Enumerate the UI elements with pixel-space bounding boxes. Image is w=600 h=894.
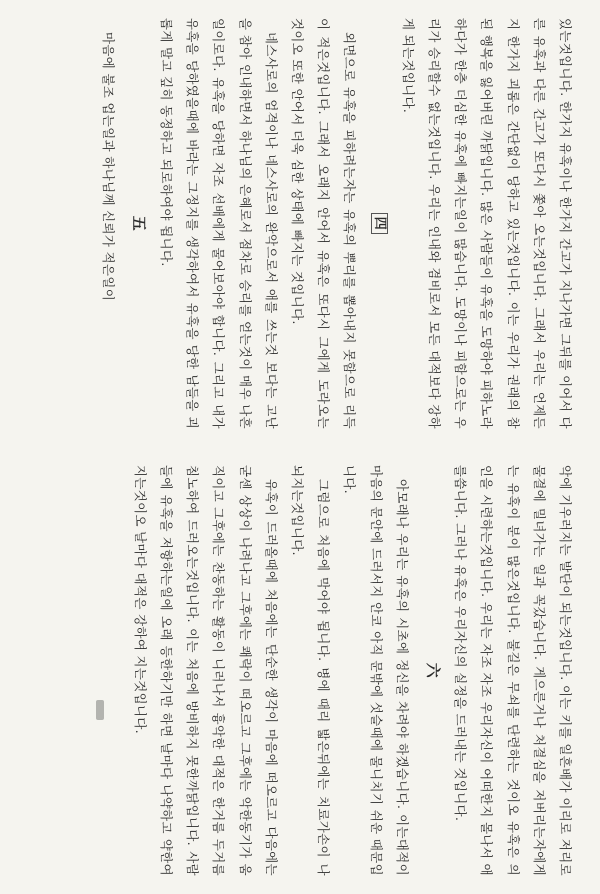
paragraph: 아모래나 우리는 유혹의 시초에 정신을 차려야 하겠습니다. 이는대적이 마음의 문안에 드러서지 안코 아직 문밖에 섯슬때에 물니치기 쉬운 때문입니다.	[342, 465, 410, 876]
section-number: 四	[371, 213, 388, 234]
ink-smudge	[96, 700, 104, 720]
paragraph: 마음에 불조 업는일과 하나님께 신뢰가 적은일이	[100, 32, 116, 302]
section-number: 五	[129, 215, 148, 232]
paragraph: 있는것입니다. 한가지 유혹이나 한가지 간고가 지나가면 그뒤를 이어서 다른 유혹과 다른 간고가 또다시 쫓아 오는것입니다. 그래서 우리는 언제든지 한가지 괴롬은 간단없이 당하고 있는것입니다. 이는 우리가 권래의 참된 행복을 잃어버린 까닭입니다. 많은 사람들이 유혹을 도망하야 피하노라 하다가 한층 더심한 유혹에 빠지는일이 많습니다. 도망이나 피함으로는 우리가 승리할수 없는것입니다. 우리는 인내와 겸비로서 모든 대적보다 강하게 되는것입니다.	[400, 18, 573, 429]
section-number: 六	[423, 662, 442, 679]
paragraph: 악에 기우러지는 발단이 되는것입니다. 이는 키를 일흔배가 이리로 저리로 물결에 밀녀가는 일과 꼭갔습니다. 게으른거나 처결심을 저버리는자에게는 유혹이 분이 많은것입니다. 불길은 무쇠를 단련하는 것이오 유혹은 의인을 시련하는것입니다. 우리는 자조 자조 우리자신이 어떠한지 몰나서 애를씁니다. 그러나 유혹은 우리자신의 실정을 드러내는 것입니다.	[453, 465, 573, 876]
paragraph: 유혹이 드러올때에 처음에는 단순한 생각이 마음에 떠오르고 다음에는 굳센 상상이 나려나고 그후에는 쾌락이 떠오르고 그후에는 악한동기가 움직이고 그후에는 찬동하는 활동이 니러나서 흉악한 대적은 한거름 두거름 침노하여 드러오는것입니다. 이는 처음에 방비하지 못한까닭입니다. 사람들에 유혹을 저항하는일에 오래 등한하기만 하면 날마다 나약하고 약한여지는것이오 날마다 대적은 강하여 지는것입니다.	[132, 465, 279, 876]
right-column	[0, 447, 600, 894]
section-heading-6	[418, 465, 444, 876]
section-heading-5	[124, 18, 150, 429]
section-heading-4	[365, 18, 391, 429]
paragraph: 외면으로 유혹을 피하려는자는 유혹의 뿌리를 뽑아내지 못함으로 리득이 적은것입니다. 그래서 오래지 안어서 유혹은 또다시 그에게 도라오는 것이오 또한 안어서 더욱 심한 상태에 빠지는 것입니다.	[289, 18, 358, 429]
paragraph: 네스사로의 엄격이나 네스사로의 완악으로서 애를 쓰는것 보다는 고난을 참아 인내하면서 하나님의 은혜로서 점차로 승리를 얻는것이 매우 나흔일이로다. 유혹을 당하면 자조 선배에게 물어보아야 합니다. 그리고 내가 유혹을 당하였을때에 바라는 그정지를 생각하여서 유혹을 당한 남들을 괴롭게 말고 깊히 동정하고 되로하여야 됩니다.	[158, 18, 279, 429]
paragraph: 그럼으로 처음에 막어야 됩니다. 병에 때리 밟은뒤에는 치료가손이 나뇌지는것입니다.	[289, 465, 332, 876]
